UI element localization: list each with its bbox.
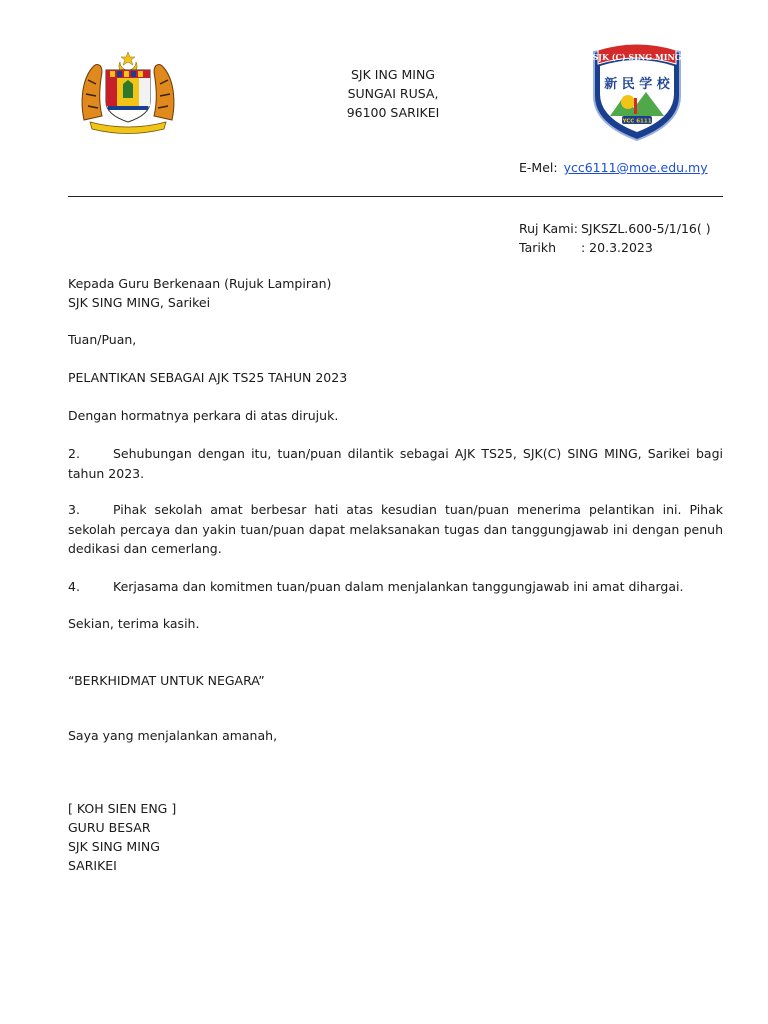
paragraph-text: Pihak sekolah amat berbesar hati atas kesudian tuan/puan menerima pelantikan ini. Pihak sekolah percaya dan yakin tuan/puan dapat melaksanakan tugas dan tanggungjawab ini dengan penuh dedikasi dan cemerlang. [68,502,723,556]
paragraph-text: Kerjasama dan komitmen tuan/puan dalam menjalankan tanggungjawab ini amat dihargai. [113,579,684,594]
email-label: E-Mel: [519,160,558,175]
signatory-name: [ KOH SIEN ENG ] [68,801,177,816]
paragraph-number: 3. [68,502,80,517]
email-row [519,158,708,177]
badge-chinese-text: 新 民 学 校 [604,77,670,92]
ruj-value: SJKSZL.600-5/1/16( ) [581,221,711,236]
signature-block [68,799,176,875]
letter-subject: PELANTIKAN SEBAGAI AJK TS25 TAHUN 2023 [68,370,348,385]
signatory-school: SJK SING MING [68,839,160,854]
salutation: Tuan/Puan, [68,332,137,347]
slogan: “BERKHIDMAT UNTUK NEGARA” [68,673,265,688]
tarikh-label: Tarikh [519,240,556,255]
paragraph-number: 2. [68,446,80,461]
paragraph-text: Sehubungan dengan itu, tuan/puan dilantik sebagai AJK TS25, SJK(C) SING MING, Sarikei bagi tahun 2023. [68,446,723,481]
school-address-block [318,65,468,122]
address-line-2: 96100 SARIKEI [346,105,440,120]
recipient-line-1: Kepada Guru Berkenaan (Rujuk Lampiran) [68,276,332,291]
paragraph-number: 4. [68,579,80,594]
trust-line: Saya yang menjalankan amanah, [68,728,278,743]
reference-block [519,219,711,257]
opening-line: Dengan hormatnya perkara di atas dirujuk. [68,408,339,423]
badge-banner-text: SJK (C) SING MING [592,52,682,62]
closing-line: Sekian, terima kasih. [68,616,200,631]
recipient-block [68,274,331,312]
paragraph-3 [68,500,723,559]
email-link[interactable]: ycc6111@moe.edu.my [563,160,708,175]
school-badge-logo [588,42,686,142]
badge-code-text: YCC 6111 [622,118,652,125]
ruj-label: Ruj Kami: [519,221,578,236]
paragraph-4 [68,577,723,597]
signatory-town: SARIKEI [68,858,117,873]
header-divider [68,196,723,197]
recipient-line-2: SJK SING MING, Sarikei [68,295,211,310]
signatory-title: GURU BESAR [68,820,151,835]
school-name: SJK ING MING [351,67,435,82]
tarikh-value: : 20.3.2023 [581,240,653,255]
coat-of-arms-logo [76,50,180,134]
address-line-1: SUNGAI RUSA, [347,86,439,101]
paragraph-2 [68,444,723,483]
